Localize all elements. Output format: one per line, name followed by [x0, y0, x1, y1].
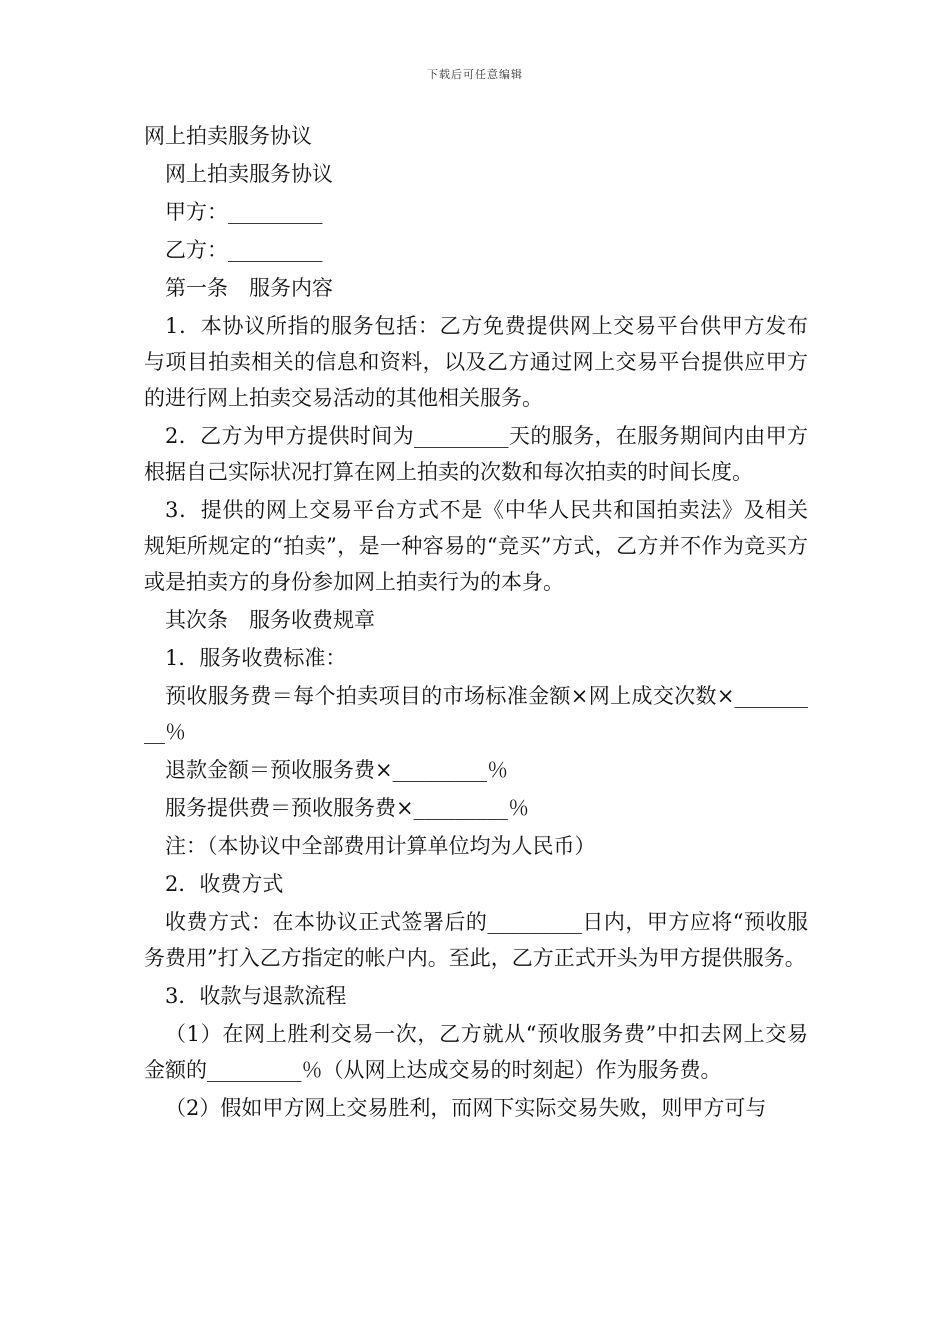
paragraph-party-a: 甲方：_________: [165, 200, 323, 224]
paragraph-clause-2-2: 2．收费方式: [165, 872, 284, 896]
paragraph-subtitle: 网上拍卖服务协议: [165, 162, 333, 186]
paragraph-clause-2-3: 3．收款与退款流程: [165, 984, 347, 1008]
paragraph-clause-2-1: 1．服务收费标准：: [165, 646, 347, 670]
document-body: [144, 118, 808, 1126]
section-heading-2: 其次条 服务收费规章: [165, 608, 375, 632]
paragraph-formula-prepaid: 预收服务费＝每个拍卖项目的市场标准金额×网上成交次数×_________％: [144, 684, 808, 744]
document-title: 网上拍卖服务协议: [144, 124, 312, 148]
paragraph-item-1: （1）在网上胜利交易一次，乙方就从“预收服务费”中扣去网上交易金额的_________％（从网上达成交易的时刻起）作为服务费。: [144, 1022, 808, 1082]
paragraph-item-2: （2）假如甲方网上交易胜利，而网下实际交易失败，则甲方可与: [165, 1096, 767, 1120]
paragraph-party-b: 乙方：_________: [165, 238, 323, 262]
paragraph-formula-service: 服务提供费＝预收服务费×_________％: [165, 796, 530, 820]
paragraph-clause-1-1: 1．本协议所指的服务包括：乙方免费提供网上交易平台供甲方发布与项目拍卖相关的信息和资料，以及乙方通过网上交易平台提供应甲方的进行网上拍卖交易活动的其他相关服务。: [144, 314, 808, 410]
section-heading-1: 第一条 服务内容: [165, 276, 333, 300]
paragraph-formula-refund: 退款金额＝预收服务费×_________％: [165, 758, 509, 782]
paragraph-clause-1-2: 2．乙方为甲方提供时间为_________天的服务，在服务期间内由甲方根据自己实际状况打算在网上拍卖的次数和每次拍卖的时间长度。: [144, 424, 808, 484]
paragraph-clause-1-3: 3．提供的网上交易平台方式不是《中华人民共和国拍卖法》及相关规矩所规定的“拍卖”，是一种容易的“竞买”方式，乙方并不作为竞买方或是拍卖方的身份参加网上拍卖行为的本身。: [144, 498, 808, 594]
paragraph-payment-method: 收费方式：在本协议正式签署后的_________日内，甲方应将“预收服务费用”打入乙方指定的帐户内。至此，乙方正式开头为甲方提供服务。: [144, 910, 808, 970]
paragraph-note: 注：（本协议中全部费用计算单位均为人民币）: [165, 834, 596, 858]
page-header-note: 下载后可任意编辑: [427, 68, 523, 81]
